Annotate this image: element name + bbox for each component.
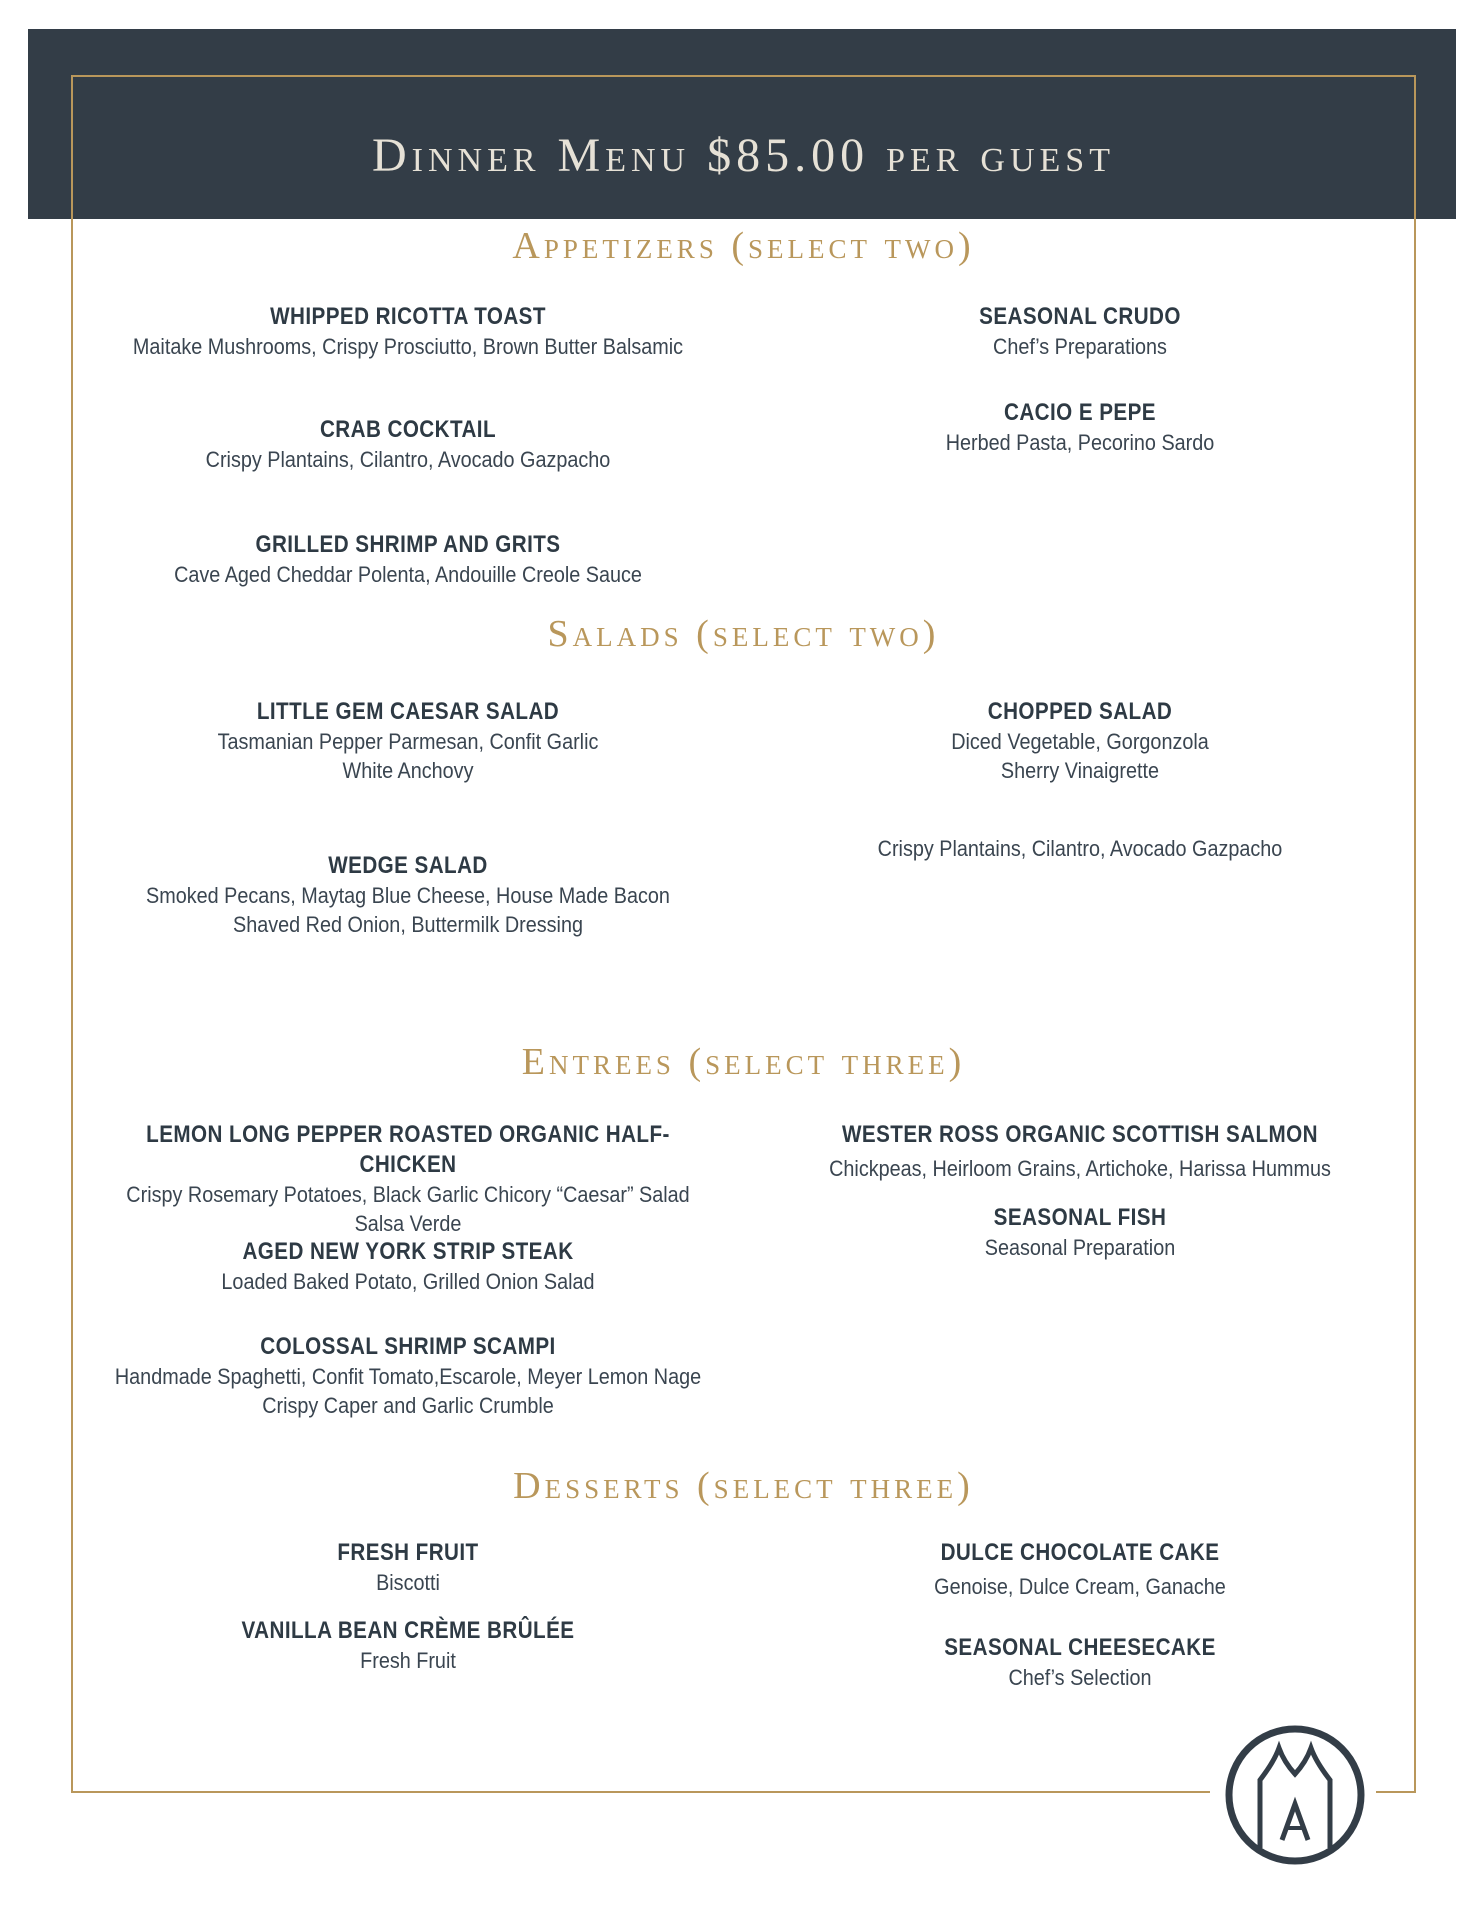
item-name: DULCE CHOCOLATE CAKE (940, 1539, 1220, 1566)
salads-heading: Salads (select two) (547, 613, 940, 655)
item-name: LEMON LONG PEPPER ROASTED ORGANIC HALF-CHICKEN (146, 1121, 670, 1178)
item-desc-line2: Shaved Red Onion, Buttermilk Dressing (233, 912, 583, 937)
item-desc-line2: Salsa Verde (354, 1211, 462, 1236)
entree-item (750, 1203, 1410, 1262)
item-desc: Crispy Plantains, Cilantro, Avocado Gazpacho (205, 447, 611, 472)
item-desc-line2: White Anchovy (342, 758, 474, 783)
entree-item (78, 1120, 738, 1238)
salad-item (750, 697, 1410, 785)
appetizer-item (78, 302, 738, 361)
appetizers-heading: Appetizers (select two) (512, 225, 975, 267)
item-name: VANILLA BEAN CRÈME BRÛLÉE (241, 1617, 575, 1644)
dessert-item (750, 1538, 1410, 1601)
item-name: WEDGE SALAD (328, 852, 488, 879)
dessert-item (78, 1616, 738, 1675)
item-name: CACIO E PEPE (1004, 399, 1156, 426)
salad-item (78, 851, 738, 939)
item-desc: Handmade Spaghetti, Confit Tomato,Escarole, Meyer Lemon Nage (114, 1364, 702, 1389)
desserts-heading: Desserts (select three) (513, 1465, 974, 1507)
dessert-item (750, 1633, 1410, 1692)
item-name: CHOPPED SALAD (987, 698, 1173, 725)
item-desc-line2: Sherry Vinaigrette (1000, 758, 1160, 783)
appetizer-item (78, 415, 738, 474)
item-name: COLOSSAL SHRIMP SCAMPI (260, 1333, 556, 1360)
entree-item (78, 1237, 738, 1296)
item-desc: Chef’s Preparations (993, 334, 1167, 359)
menu-title: Dinner Menu $85.00 per guest (371, 129, 1115, 182)
appetizer-item (750, 398, 1410, 457)
item-name: GRILLED SHRIMP AND GRITS (255, 531, 561, 558)
item-name: LITTLE GEM CAESAR SALAD (256, 698, 560, 725)
item-desc: Crispy Rosemary Potatoes, Black Garlic Chicory “Caesar” Salad (126, 1182, 690, 1207)
item-desc: Maitake Mushrooms, Crispy Prosciutto, Brown Butter Balsamic (132, 334, 684, 359)
item-desc: Biscotti (376, 1570, 440, 1595)
entree-item (78, 1332, 738, 1420)
item-name: SEASONAL CRUDO (979, 303, 1181, 330)
salad-item (78, 697, 738, 785)
item-desc: Chickpeas, Heirloom Grains, Artichoke, Harissa Hummus (829, 1156, 1331, 1181)
item-desc: Genoise, Dulce Cream, Ganache (934, 1574, 1226, 1599)
monogram-logo-icon (1222, 1722, 1368, 1868)
item-desc: Herbed Pasta, Pecorino Sardo (945, 430, 1215, 455)
item-name: SEASONAL CHEESECAKE (944, 1634, 1216, 1661)
item-name: WESTER ROSS ORGANIC SCOTTISH SALMON (841, 1121, 1319, 1148)
item-desc-line2: Crispy Caper and Garlic Crumble (262, 1393, 554, 1418)
appetizer-item (78, 530, 738, 589)
item-desc: Seasonal Preparation (984, 1235, 1176, 1260)
item-desc: Fresh Fruit (360, 1648, 456, 1673)
item-desc: Diced Vegetable, Gorgonzola (951, 729, 1209, 754)
item-desc: Loaded Baked Potato, Grilled Onion Salad (221, 1269, 595, 1294)
entrees-heading: Entrees (select three) (521, 1041, 966, 1083)
item-name: FRESH FRUIT (337, 1539, 479, 1566)
item-name: CRAB COCKTAIL (319, 416, 497, 443)
item-desc: Chef’s Selection (1008, 1665, 1152, 1690)
item-desc: Crispy Plantains, Cilantro, Avocado Gazpacho (877, 836, 1283, 861)
dessert-item (78, 1538, 738, 1597)
salad-item (750, 834, 1410, 863)
item-name: WHIPPED RICOTTA TOAST (270, 303, 546, 330)
item-name: SEASONAL FISH (993, 1204, 1167, 1231)
item-desc: Cave Aged Cheddar Polenta, Andouille Creole Sauce (174, 562, 642, 587)
appetizer-item (750, 302, 1410, 361)
item-name: AGED NEW YORK STRIP STEAK (242, 1238, 574, 1265)
item-desc: Smoked Pecans, Maytag Blue Cheese, House Made Bacon (146, 883, 670, 908)
item-desc: Tasmanian Pepper Parmesan, Confit Garlic (217, 729, 599, 754)
entree-item (750, 1120, 1410, 1183)
